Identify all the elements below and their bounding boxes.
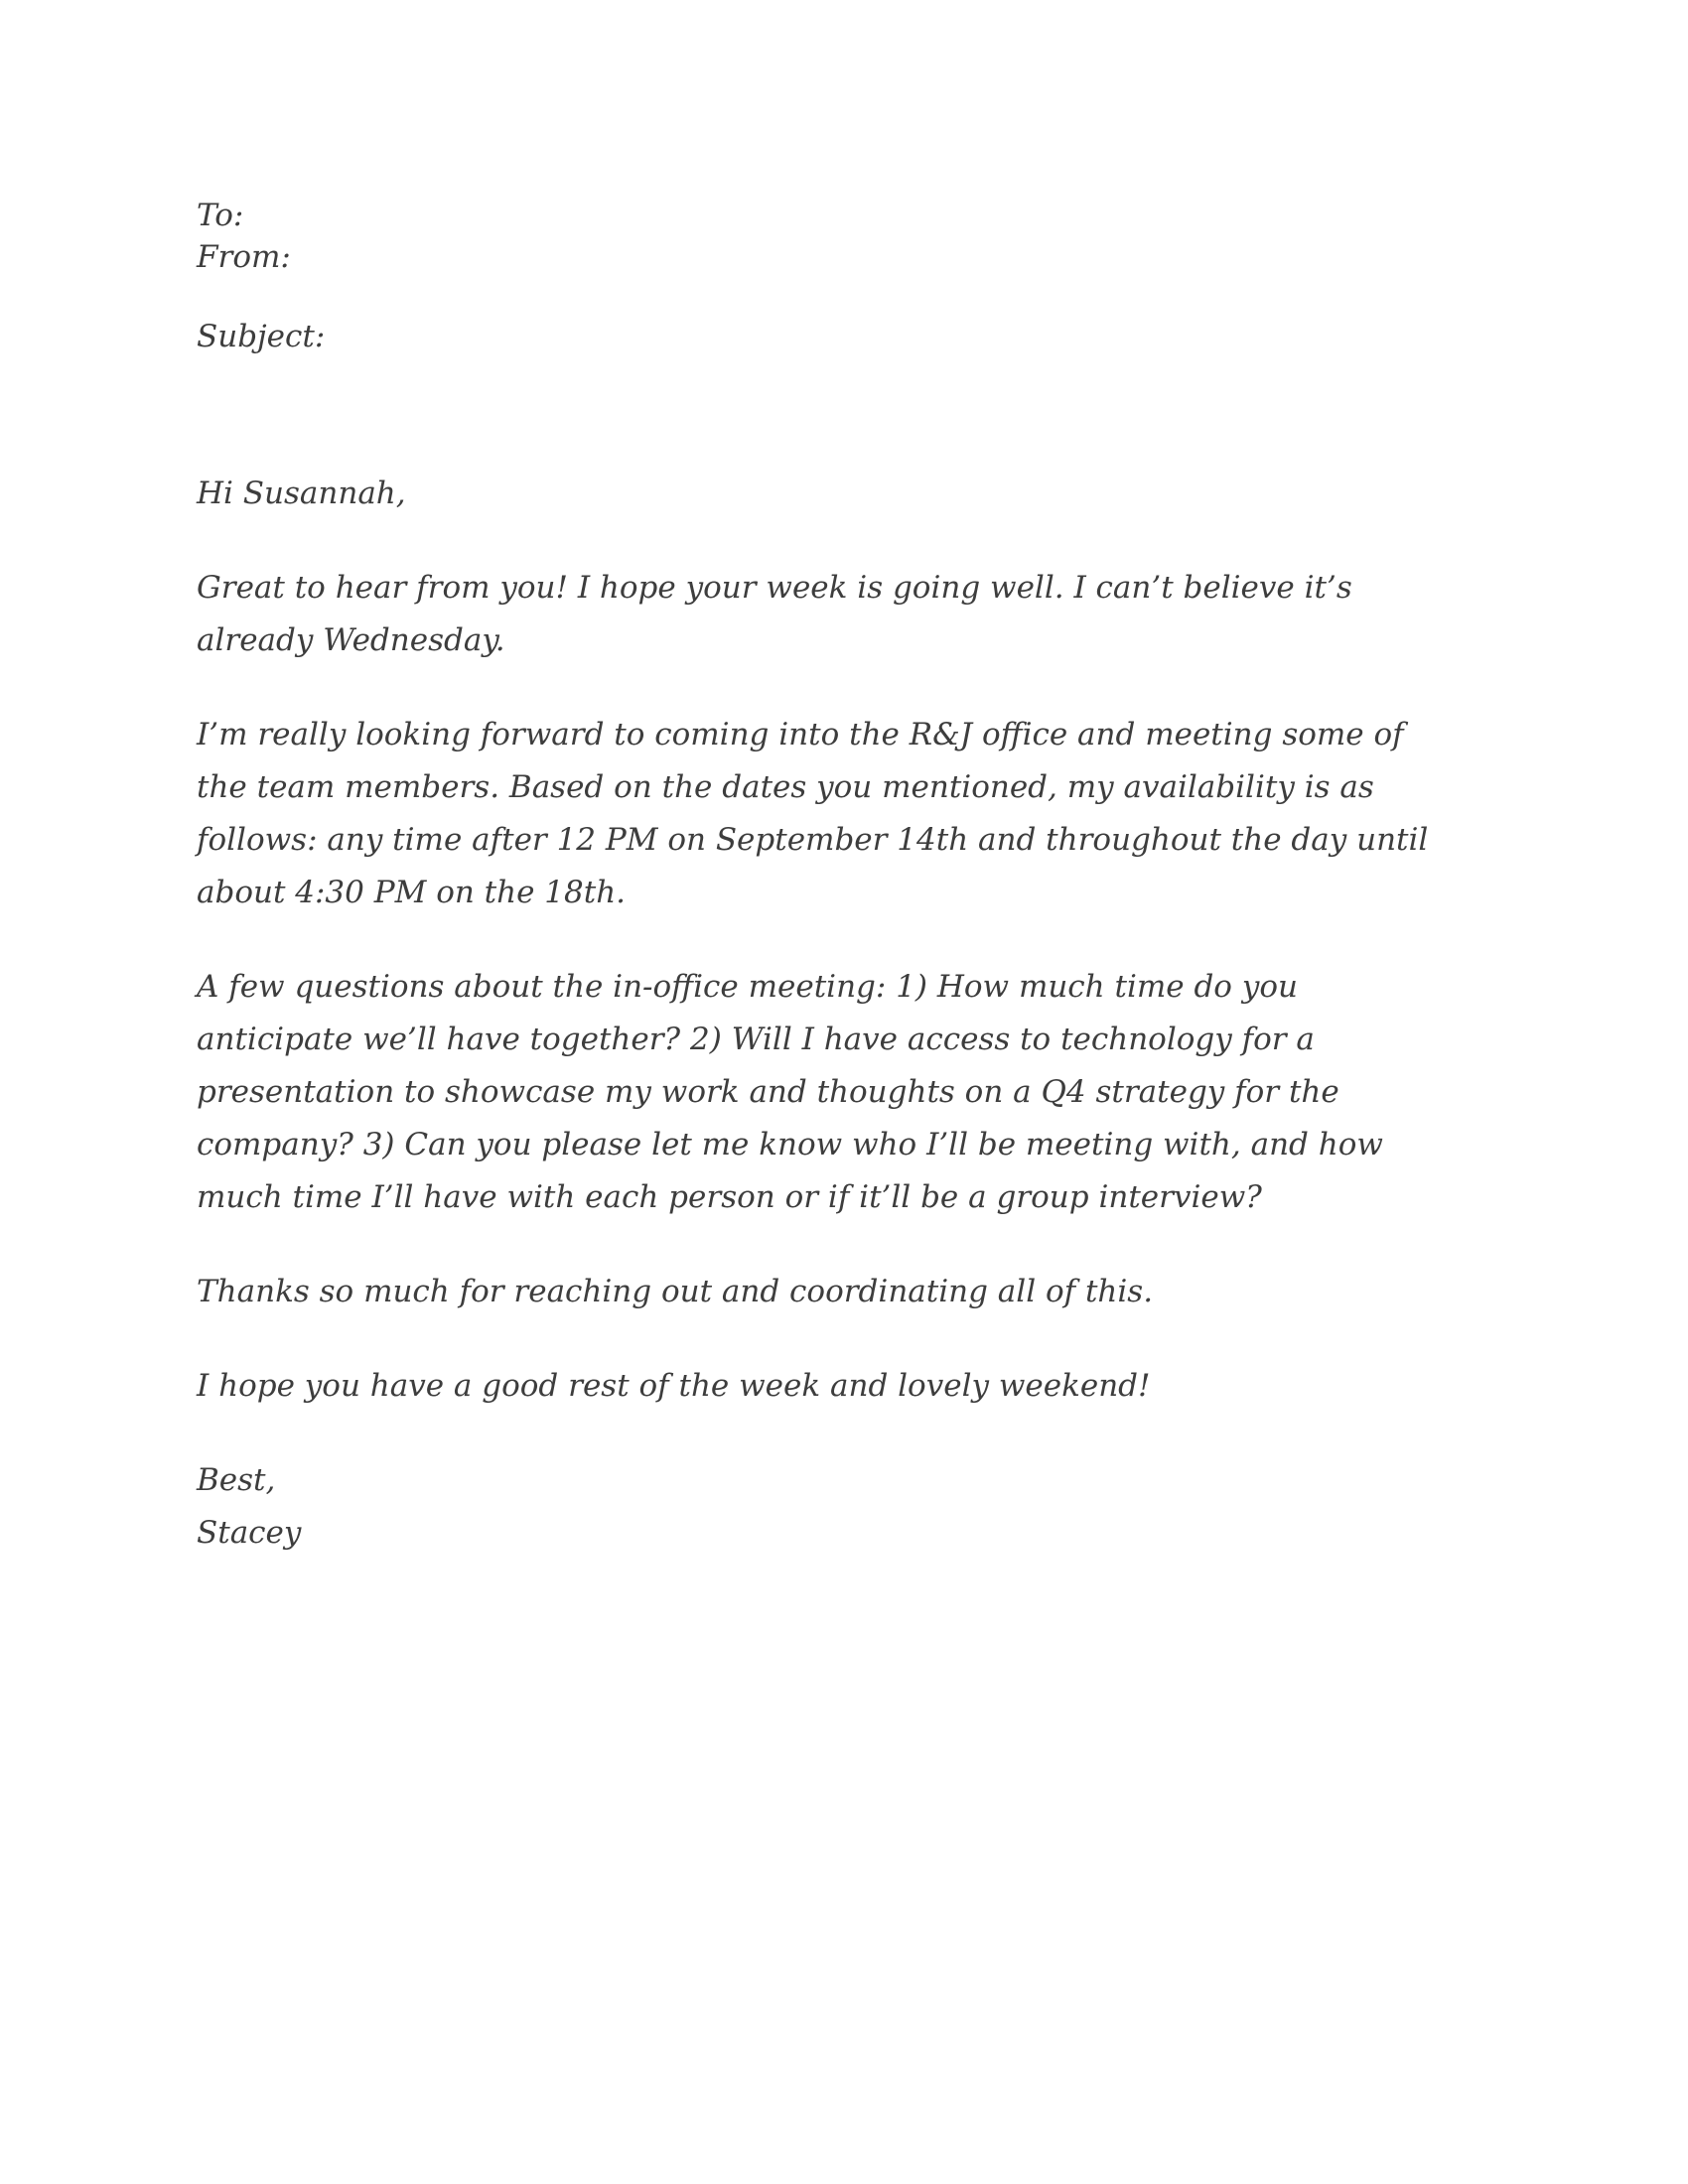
subject-label: Subject: [197, 319, 326, 354]
from-label: From: [197, 239, 291, 275]
paragraph-line: the team members. Based on the dates you mentioned, my availability is as [197, 769, 1374, 805]
letter-body [197, 195, 1487, 1560]
paragraph-line: Great to hear from you! I hope your week is going well. I can’t believe it’s [197, 570, 1352, 606]
paragraph-line: I’m really looking forward to coming into the R&J office and meeting some of [197, 717, 1404, 752]
signoff [197, 1454, 1487, 1560]
paragraph-intro [197, 562, 1487, 667]
paragraph-line: about 4:30 PM on the 18th. [197, 875, 627, 910]
to-label: To: [197, 198, 244, 233]
paragraph-line: already Wednesday. [197, 622, 505, 658]
paragraph-line: much time I’ll have with each person or if it’ll be a group interview? [197, 1179, 1262, 1215]
greeting: Hi Susannah, [197, 476, 406, 511]
paragraph-line: A few questions about the in-office meeting: 1) How much time do you [197, 969, 1298, 1005]
paragraph-line: I hope you have a good rest of the week and lovely weekend! [197, 1368, 1151, 1404]
closing: Best, [197, 1462, 276, 1498]
paragraph-thanks [197, 1266, 1487, 1318]
paragraph-line: follows: any time after 12 PM on September 14th and throughout the day until [197, 822, 1429, 858]
letter-header [197, 195, 1487, 357]
paragraph-line: anticipate we’ll have together? 2) Will I have access to technology for a [197, 1022, 1315, 1057]
signature: Stacey [197, 1515, 302, 1551]
paragraph-questions [197, 961, 1487, 1224]
paragraph-availability [197, 709, 1487, 919]
paragraph-wishes [197, 1360, 1487, 1413]
paragraph-line: Thanks so much for reaching out and coordinating all of this. [197, 1274, 1154, 1309]
paragraph-line: presentation to showcase my work and thoughts on a Q4 strategy for the [197, 1074, 1339, 1110]
paragraph-line: company? 3) Can you please let me know who I’ll be meeting with, and how [197, 1127, 1383, 1162]
